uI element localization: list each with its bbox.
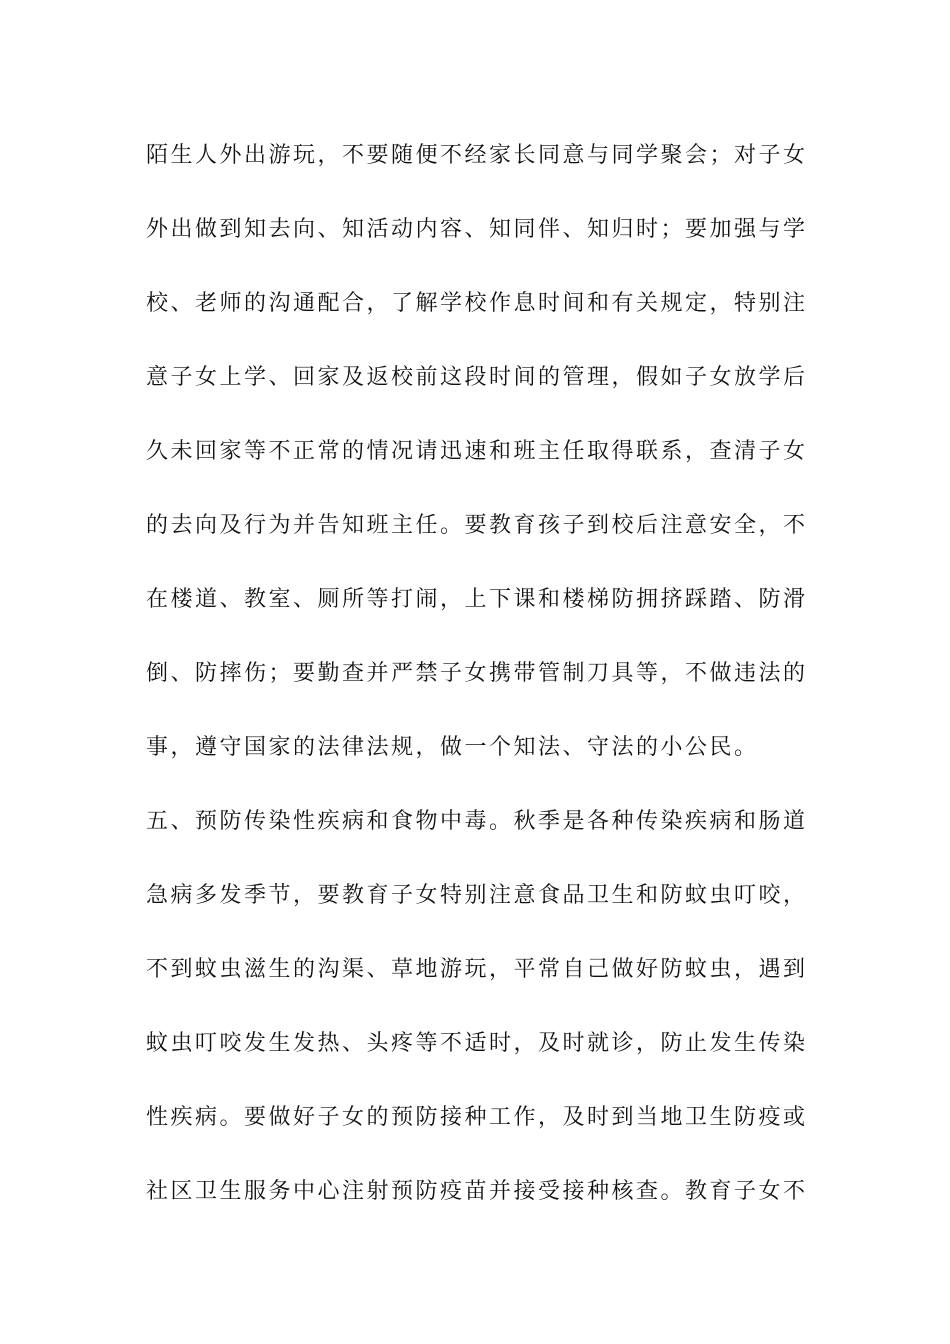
- text-line-12: 不到蚊虫滋生的沟渠、草地游玩，平常自己做好防蚊虫，遇到: [146, 957, 808, 982]
- section-heading-line: 五、预防传染性疾病和食物中毒。秋季是各种传染疾病和肠道: [146, 809, 808, 834]
- text-line-4: 意子女上学、回家及返校前这段时间的管理，假如子女放学后: [146, 365, 808, 390]
- text-line-14: 性疾病。要做好子女的预防接种工作，及时到当地卫生防疫或: [146, 1105, 808, 1130]
- text-line-13: 蚊虫叮咬发生发热、头疼等不适时，及时就诊，防止发生传染: [146, 1031, 808, 1056]
- text-line-5: 久未回家等不正常的情况请迅速和班主任取得联系，查清子女: [146, 439, 808, 464]
- text-line-1: 陌生人外出游玩，不要随便不经家长同意与同学聚会；对子女: [146, 143, 808, 168]
- text-line-11: 急病多发季节，要教育子女特别注意食品卫生和防蚊虫叮咬，: [146, 883, 808, 908]
- text-line-6: 的去向及行为并告知班主任。要教育孩子到校后注意安全，不: [146, 513, 808, 538]
- text-line-3: 校、老师的沟通配合，了解学校作息时间和有关规定，特别注: [146, 291, 808, 316]
- text-line-7: 在楼道、教室、厕所等打闹，上下课和楼梯防拥挤踩踏、防滑: [146, 587, 808, 612]
- text-line-15: 社区卫生服务中心注射预防疫苗并接受接种核查。教育子女不: [146, 1179, 808, 1204]
- text-line-9: 事，遵守国家的法律法规，做一个知法、守法的小公民。: [146, 735, 759, 760]
- text-line-2: 外出做到知去向、知活动内容、知同伴、知归时；要加强与学: [146, 217, 808, 242]
- text-line-8: 倒、防摔伤；要勤查并严禁子女携带管制刀具等，不做违法的: [146, 661, 808, 686]
- body-text: [146, 134, 806, 1244]
